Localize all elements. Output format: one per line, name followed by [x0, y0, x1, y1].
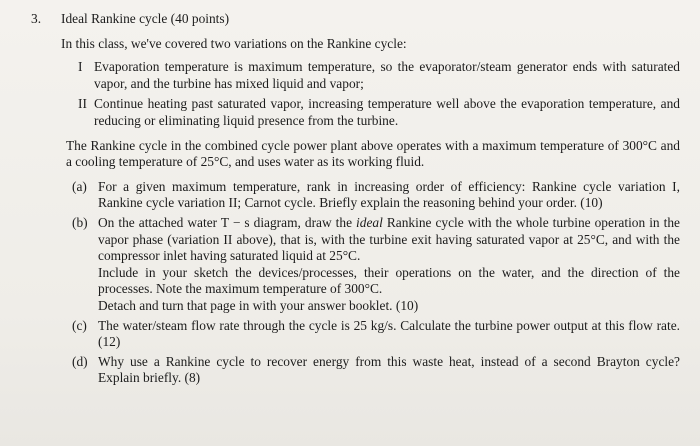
part-d: [72, 354, 680, 387]
part-a: [72, 179, 680, 212]
part-text: For a given maximum temperature, rank in increasing order of efficiency: Rankine cycle variation I, Rankine cycle variation II; Carnot cycle. Briefly explain the reasoning behind your order. (10): [98, 178, 680, 211]
variation-numeral: II: [78, 96, 87, 112]
context-paragraph: The Rankine cycle in the combined cycle power plant above operates with a maximum temperature of 300°C and a cooling temperature of 25°C, and uses water as its working fluid.: [66, 137, 680, 170]
part-label: (a): [72, 178, 87, 194]
part-b-instruction: [98, 215, 680, 265]
variation-text: Evaporation temperature is maximum temperature, so the evaporator/steam generator ends with saturated vapor, and the turbine has mixed liquid and vapor;: [94, 59, 680, 91]
variation-item-2: [78, 96, 680, 129]
part-c: [72, 318, 680, 351]
question-parts: [72, 179, 680, 387]
part-b-body: [98, 215, 680, 315]
intro-text: In this class, we've covered two variations on the Rankine cycle:: [61, 35, 407, 51]
variation-list: [78, 59, 680, 129]
part-b-detach-note: Detach and turn that page in with your answer booklet. (10): [98, 297, 419, 313]
part-label: (d): [72, 353, 88, 369]
variation-item-1: [78, 59, 680, 92]
question-heading: [31, 11, 680, 28]
part-b: [72, 215, 680, 315]
part-b-sketch-note: Include in your sketch the devices/processes, their operations on the water, and the direction of the processes. Note the maximum temperature of 300°C.: [98, 264, 680, 297]
variation-text: Continue heating past saturated vapor, increasing temperature well above the evaporation temperature, and reducing or eliminating liquid presence from the turbine.: [94, 96, 680, 128]
part-b-text-after: Rankine cycle with the whole turbine operation in the vapor phase (variation II above), that is, with the turbine exit having saturated vapor at 25°C, and with the compressor inlet having saturated liquid at 25°C.: [98, 214, 680, 264]
part-b-emphasis: ideal: [356, 214, 383, 230]
variation-numeral: I: [78, 59, 83, 75]
question-number: 3.: [31, 11, 42, 26]
part-text: Why use a Rankine cycle to recover energy from this waste heat, instead of a second Brayton cycle? Explain briefly. (8): [98, 353, 680, 386]
question-title: Ideal Rankine cycle (40 points): [61, 11, 230, 26]
part-label: (b): [72, 214, 88, 230]
part-text: The water/steam flow rate through the cycle is 25 kg/s. Calculate the turbine power output at this flow rate. (12): [98, 317, 680, 350]
part-label: (c): [72, 317, 87, 333]
part-b-text-before: On the attached water T − s diagram, draw the: [98, 214, 357, 230]
